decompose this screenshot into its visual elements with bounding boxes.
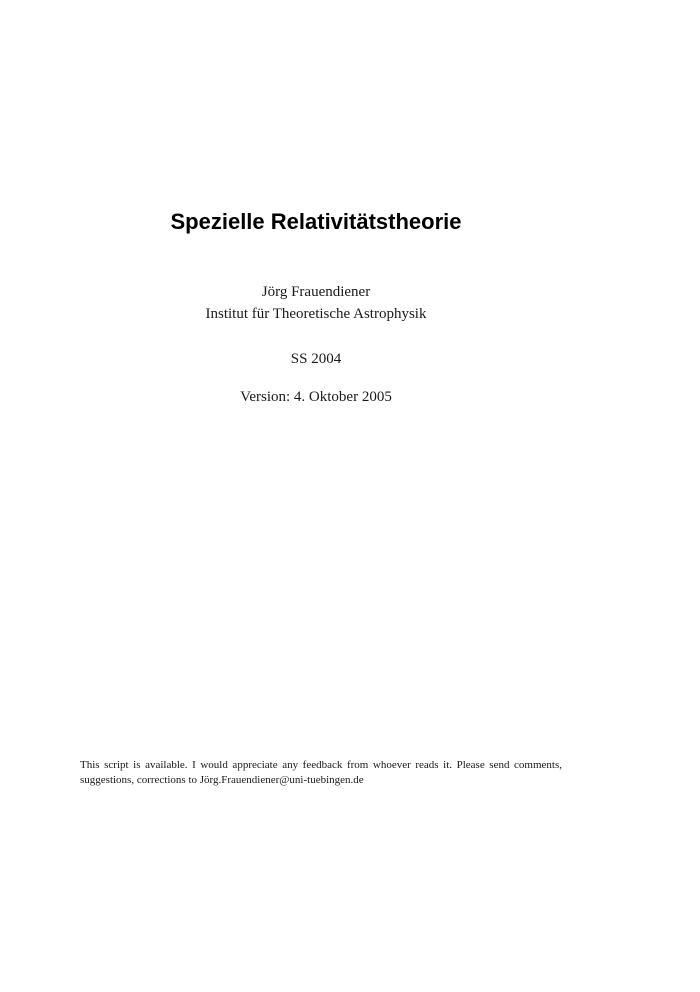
document-title: Spezielle Relativitätstheorie: [170, 209, 462, 234]
institute-name: Institut für Theoretische Astrophysik: [205, 306, 427, 322]
author-name: Jörg Frauendiener: [261, 284, 371, 300]
semester-label: SS 2004: [290, 351, 342, 367]
version-date: Version: 4. Oktober 2005: [240, 389, 392, 405]
feedback-note: This script is available. I would appreciate any feedback from whoever reads it. Please send comments, suggestions, corrections to Jörg.Frauendiener@uni-tuebingen.de: [80, 759, 562, 786]
